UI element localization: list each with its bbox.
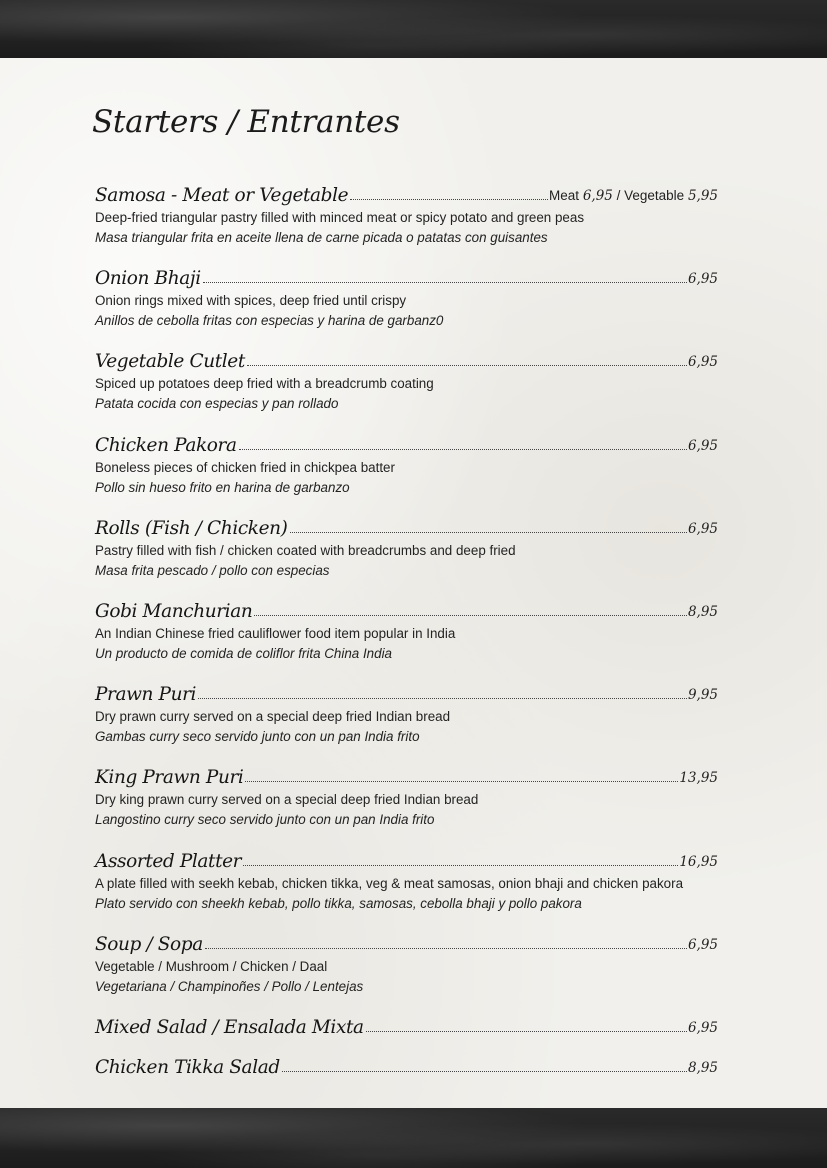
item-price: 16,95 — [679, 853, 718, 870]
item-description-es: Vegetariana / Champinoñes / Pollo / Lentejas — [95, 978, 364, 994]
page-title: Starters / Entrantes — [92, 104, 400, 140]
item-name: Gobi Manchurian — [95, 600, 253, 622]
menu-item — [95, 513, 718, 596]
item-price: 6,95 — [687, 1019, 718, 1036]
item-description-en: A plate filled with seekh kebab, chicken tikka, veg & meat samosas, onion bhaji and chicken pakora — [95, 875, 684, 891]
item-description-es: Masa frita pescado / pollo con especias — [95, 562, 330, 578]
item-description-en: Vegetable / Mushroom / Chicken / Daal — [95, 958, 328, 974]
item-description-en: An Indian Chinese fried cauliflower food item popular in India — [95, 625, 456, 641]
bottom-stone-band — [0, 1108, 827, 1168]
item-price: 13,95 — [679, 770, 718, 787]
dot-leader — [282, 1071, 687, 1072]
item-description-en: Onion rings mixed with spices, deep fried until crispy — [95, 293, 407, 309]
dot-leader — [205, 948, 687, 949]
menu-item — [95, 1052, 718, 1092]
item-price: 8,95 — [687, 1059, 718, 1076]
dot-leader — [239, 449, 687, 450]
menu-item — [95, 929, 718, 1012]
item-price: 6,95 — [687, 271, 718, 288]
item-description-es: Anillos de cebolla fritas con especias y harina de garbanz0 — [95, 313, 444, 329]
menu-item — [95, 430, 718, 513]
item-description-es: Patata cocida con especias y pan rollado — [95, 396, 339, 412]
item-description-es: Gambas curry seco servido junto con un pan India frito — [95, 729, 420, 745]
dot-leader — [350, 199, 548, 200]
dot-leader — [203, 282, 687, 283]
item-description-en: Deep-fried triangular pastry filled with minced meat or spicy potato and green peas — [95, 210, 585, 225]
item-description-en: Dry prawn curry served on a special deep fried Indian bread — [95, 709, 451, 725]
menu-item — [95, 762, 718, 845]
dot-leader — [245, 781, 678, 782]
item-name: Mixed Salad / Ensalada Mixta — [95, 1016, 364, 1038]
item-name: Prawn Puri — [95, 684, 197, 706]
dot-leader — [247, 365, 687, 366]
menu-item — [95, 1012, 718, 1052]
top-stone-band — [0, 0, 827, 58]
item-description-en: Boneless pieces of chicken fried in chickpea batter — [95, 459, 395, 475]
menu-list — [95, 180, 718, 1092]
item-name: Vegetable Cutlet — [95, 351, 245, 373]
item-name: Chicken Tikka Salad — [95, 1056, 280, 1078]
item-price: 6,95 — [687, 437, 718, 454]
menu-item — [95, 679, 718, 762]
menu-item — [95, 346, 718, 429]
item-price: 6,95 — [687, 520, 718, 537]
item-name: Soup / Sopa — [95, 933, 203, 955]
item-name: Samosa - Meat or Vegetable — [95, 185, 349, 206]
item-price: 6,95 — [687, 354, 718, 371]
dot-leader — [198, 698, 687, 699]
item-name: Assorted Platter — [95, 850, 242, 872]
dot-leader — [290, 532, 687, 533]
menu-item — [95, 596, 718, 679]
item-description-es: Masa triangular frita en aceite llena de carne picada o patatas con guisantes — [95, 230, 548, 245]
item-name: Onion Bhaji — [95, 268, 201, 290]
item-description-es: Un producto de comida de coliflor frita China India — [95, 645, 392, 661]
item-description-en: Spiced up potatoes deep fried with a breadcrumb coating — [95, 376, 434, 392]
item-description-en: Pastry filled with fish / chicken coated with breadcrumbs and deep fried — [95, 542, 516, 558]
item-price: 9,95 — [687, 687, 718, 704]
item-name: Rolls (Fish / Chicken) — [95, 517, 288, 539]
item-description-en: Dry king prawn curry served on a special deep fried Indian bread — [95, 792, 479, 808]
item-price: 6,95 — [687, 936, 718, 953]
item-price: Meat 6,95 / Vegetable 5,95 — [549, 188, 718, 204]
item-name: King Prawn Puri — [95, 767, 244, 789]
dot-leader — [254, 615, 687, 616]
dot-leader — [243, 865, 678, 866]
item-description-es: Plato servido con sheekh kebab, pollo tikka, samosas, cebolla bhaji y pollo pakora — [95, 895, 582, 911]
item-description-es: Langostino curry seco servido junto con un pan India frito — [95, 812, 435, 828]
item-description-es: Pollo sin hueso frito en harina de garbanzo — [95, 479, 350, 495]
item-name: Chicken Pakora — [95, 434, 237, 456]
dot-leader — [366, 1031, 687, 1032]
menu-item — [95, 180, 718, 263]
menu-item — [95, 846, 718, 929]
item-price: 8,95 — [687, 603, 718, 620]
menu-item — [95, 263, 718, 346]
